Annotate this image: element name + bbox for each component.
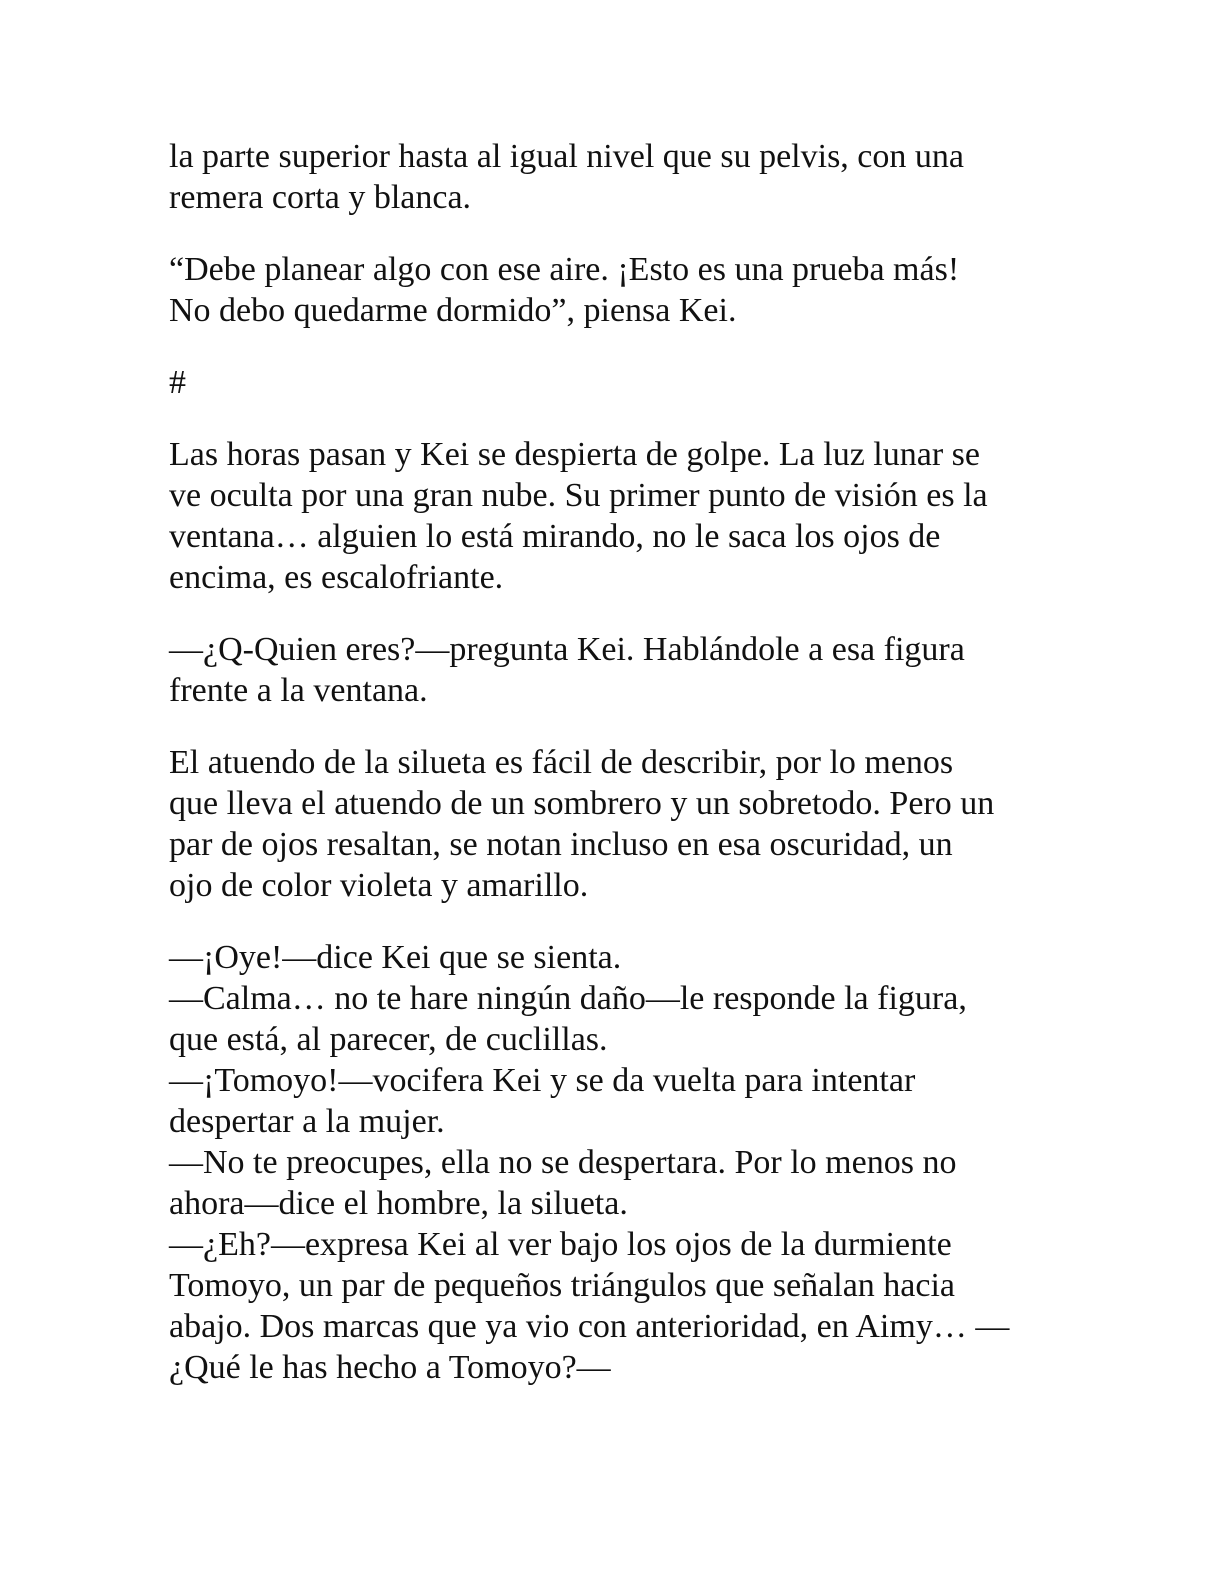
text-line: que lleva el atuendo de un sombrero y un sobretodo. Pero un <box>169 785 995 822</box>
text-line: encima, es escalofriante. <box>169 559 504 596</box>
paragraph <box>169 742 1069 906</box>
text-line: despertar a la mujer. <box>169 1103 445 1140</box>
text-line: ventana… alguien lo está mirando, no le saca los ojos de <box>169 518 941 555</box>
text-line: la parte superior hasta al igual nivel que su pelvis, con una <box>169 138 964 175</box>
text-line: ahora—dice el hombre, la silueta. <box>169 1185 628 1222</box>
text-line: Las horas pasan y Kei se despierta de golpe. La luz lunar se <box>169 436 980 473</box>
text-line: ojo de color violeta y amarillo. <box>169 867 589 904</box>
text-line: —¿Eh?—expresa Kei al ver bajo los ojos de la durmiente <box>169 1226 952 1263</box>
text-line: No debo quedarme dormido”, piensa Kei. <box>169 292 737 329</box>
text-line: remera corta y blanca. <box>169 179 472 216</box>
text-line: ¿Qué le has hecho a Tomoyo?— <box>169 1349 611 1386</box>
text-line: —¡Tomoyo!—vocifera Kei y se da vuelta para intentar <box>169 1062 916 1099</box>
text-line: frente a la ventana. <box>169 672 428 709</box>
body-text <box>169 136 1069 1388</box>
paragraph <box>169 136 1069 218</box>
paragraph <box>169 629 1069 711</box>
text-line: Tomoyo, un par de pequeños triángulos que señalan hacia <box>169 1267 956 1304</box>
text-line: que está, al parecer, de cuclillas. <box>169 1021 608 1058</box>
text-line: “Debe planear algo con ese aire. ¡Esto es una prueba más! <box>169 251 960 288</box>
text-line: —¡Oye!—dice Kei que se sienta. <box>169 939 622 976</box>
text-line: par de ojos resaltan, se notan incluso en esa oscuridad, un <box>169 826 953 863</box>
text-line: abajo. Dos marcas que ya vio con anterioridad, en Aimy… — <box>169 1308 1010 1345</box>
scene-break-mark: # <box>169 364 186 401</box>
paragraph <box>169 434 1069 598</box>
text-line: —Calma… no te hare ningún daño—le responde la figura, <box>169 980 967 1017</box>
dialogue-paragraph <box>169 937 1069 1388</box>
paragraph <box>169 249 1069 331</box>
scene-break <box>169 362 1069 403</box>
text-line: ve oculta por una gran nube. Su primer punto de visión es la <box>169 477 988 514</box>
text-line: El atuendo de la silueta es fácil de describir, por lo menos <box>169 744 954 781</box>
text-line: —No te preocupes, ella no se despertara. Por lo menos no <box>169 1144 957 1181</box>
text-line: —¿Q-Quien eres?—pregunta Kei. Hablándole a esa figura <box>169 631 965 668</box>
